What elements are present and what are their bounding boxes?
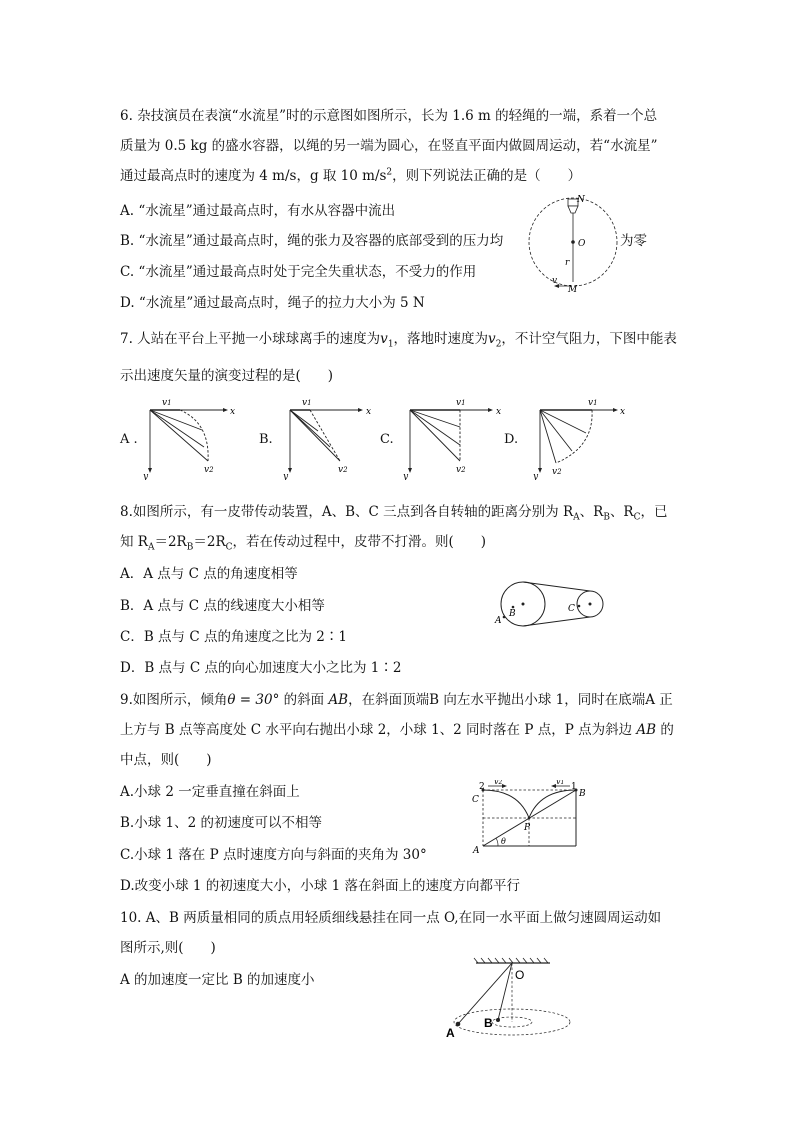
- q10-option-a: A 的加速度一定比 B 的加速度小: [120, 972, 315, 988]
- fig-label-r: r: [565, 258, 570, 268]
- q7-label-a: A .: [120, 432, 138, 447]
- fig-label-o: O: [578, 239, 586, 249]
- q8-stem-line2: 知 $R_A=2R_B=2R_C$，若在传动过程中，皮带不打滑。则( ): [120, 534, 487, 553]
- fig-v2: v: [494, 780, 499, 786]
- q9-stem-line3: 中点，则( ): [120, 752, 212, 768]
- q9-option-c: C.小球 1 落在 P 点时速度方向与斜面的夹角为 30°: [120, 847, 427, 863]
- q6-option-b-tail: 为零: [620, 233, 647, 249]
- fig-sub-1: 1: [560, 780, 565, 786]
- fig-sub-1: 1: [461, 399, 466, 407]
- q8-option-c: C．B 点与 C 点的角速度之比为 2∶1: [120, 629, 347, 645]
- q6-stem-line3: 通过最高点时的速度为 4 m/s，g 取 10 $m/s^2$，则下列说法正确的是（ ）: [120, 167, 582, 184]
- fig-x: x: [366, 407, 372, 417]
- q8-belt-drive-figure: [490, 576, 615, 632]
- fig-v1: v: [588, 398, 594, 408]
- fig-label-m: M: [568, 285, 578, 295]
- fig-label-v: v: [552, 276, 558, 286]
- fig-v2: v: [456, 465, 462, 475]
- q9-incline-figure: [468, 780, 593, 860]
- q10-stem-line2: 图所示,则( ): [120, 940, 216, 956]
- fig-label-b: B: [509, 609, 516, 619]
- q7-figure-c: [400, 395, 505, 480]
- fig-sub-2: 2: [498, 780, 503, 786]
- fig-label-c: C: [472, 795, 479, 805]
- fig-y: y: [533, 472, 539, 480]
- svg-text:v1: [302, 398, 312, 408]
- fig-label-p: P: [524, 823, 531, 833]
- fig-label-a: A: [446, 1026, 455, 1040]
- fig-x: x: [496, 407, 502, 417]
- q9-option-b: B.小球 1、2 的初速度可以不相等: [120, 815, 322, 831]
- q9-stem-line2: 上方与 B 点等高度处 C 水平向右抛出小球 2，小球 1、2 同时落在 P 点，P 点为斜边 AB 的: [120, 722, 674, 738]
- svg-text:v1: [162, 398, 172, 408]
- fig-v1: v: [456, 398, 462, 408]
- q10-conical-pendulum-figure: [440, 955, 580, 1040]
- fig-sub-1: 1: [593, 399, 598, 407]
- fig-label-o: O: [515, 968, 525, 982]
- fig-x: x: [620, 407, 626, 417]
- q7-figure-b: [280, 395, 380, 480]
- fig-sub-2: 2: [209, 466, 214, 474]
- svg-text:v1: [556, 780, 564, 786]
- q8-option-b: B．A 点与 C 点的线速度大小相等: [120, 598, 325, 614]
- svg-text:v2: [338, 465, 348, 475]
- svg-text:v1: [588, 398, 598, 408]
- fig-y: y: [143, 472, 149, 480]
- svg-text:v1: [456, 398, 466, 408]
- fig-sub-2: 2: [461, 466, 466, 474]
- fig-sub-1: 1: [307, 399, 312, 407]
- fig-y: y: [403, 472, 409, 480]
- q7-figure-a: [140, 395, 240, 480]
- q7-stem-line2: 示出速度矢量的演变过程的是( ): [120, 368, 334, 384]
- fig-sub-1: 1: [167, 399, 172, 407]
- fig-label-c: C: [568, 604, 575, 614]
- q6-stem-line1: 6. 杂技演员在表演“水流星”时的示意图如图所示，长为 1.6 m 的轻绳的一端，系着一个总: [120, 108, 658, 124]
- q6-option-b: B. “水流星”通过最高点时，绳的张力及容器的底部受到的压力均: [120, 233, 504, 249]
- q7-label-c: C.: [380, 432, 394, 447]
- q7-label-b: B.: [259, 432, 273, 447]
- q9-option-d: D.改变小球 1 的初速度大小，小球 1 落在斜面上的速度方向都平行: [120, 878, 520, 894]
- q9-option-a: A.小球 2 一定垂直撞在斜面上: [120, 784, 300, 800]
- q7-figure-d: [530, 395, 630, 480]
- q6-option-a: A. “水流星”通过最高点时，有水从容器中流出: [120, 203, 396, 219]
- fig-label-1: 1: [571, 782, 577, 792]
- fig-label-b: B: [484, 1016, 493, 1030]
- q6-water-star-figure: [528, 190, 620, 296]
- svg-text:v2: [494, 780, 503, 786]
- fig-v2: v: [552, 467, 558, 477]
- q8-option-d: D．B 点与 C 点的向心加速度大小之比为 1∶2: [120, 660, 402, 676]
- svg-text:v2: [204, 465, 214, 475]
- fig-label-n: N: [577, 195, 585, 205]
- fig-v1: v: [302, 398, 308, 408]
- svg-text:v2: [456, 465, 466, 475]
- svg-text:v2: [552, 467, 562, 477]
- fig-label-2: 2: [479, 782, 485, 792]
- q6-stem-line2: 质量为 0.5 kg 的盛水容器，以绳的另一端为圆心，在竖直平面内做圆周运动，若“水流星”: [120, 138, 658, 154]
- fig-x: x: [230, 407, 236, 417]
- fig-v2: v: [204, 465, 210, 475]
- q10-stem-line1: 10. A、B 两质量相同的质点用轻质细线悬挂在同一点 O,在同一水平面上做匀速圆周运动如: [120, 910, 662, 926]
- fig-sub-2: 2: [343, 466, 348, 474]
- fig-label-b: B: [579, 789, 586, 799]
- fig-label-a: A: [495, 616, 502, 626]
- q7-label-d: D.: [504, 432, 519, 447]
- q9-stem-line1: 9.如图所示，倾角θ = 30° 的斜面 AB，在斜面顶端B 向左水平抛出小球 1，同时在底端A 正: [120, 692, 673, 708]
- q6-option-d: D. “水流星”通过最高点时，绳子的拉力大小为 5 N: [120, 295, 425, 311]
- fig-y: y: [283, 472, 289, 480]
- q6-option-c: C. “水流星”通过最高点时处于完全失重状态，不受力的作用: [120, 264, 477, 280]
- fig-label-a: A: [473, 846, 480, 856]
- q8-stem-line1: 8.如图所示，有一皮带传动装置，A、B、C 三点到各自转轴的距离分别为 $R_A$、$R_B$、$R_C$，已: [120, 504, 668, 523]
- fig-label-theta: θ: [501, 837, 506, 846]
- fig-v1: v: [556, 780, 561, 786]
- fig-sub-2: 2: [557, 468, 562, 476]
- fig-v2: v: [338, 465, 344, 475]
- q8-option-a: A．A 点与 C 点的角速度相等: [120, 566, 298, 582]
- q7-stem-line1: 7. 人站在平台上平抛一小球球离手的速度为$v_1$，落地时速度为$v_2$，不计空气阻力，下图中能表: [120, 331, 677, 350]
- fig-v1: v: [162, 398, 168, 408]
